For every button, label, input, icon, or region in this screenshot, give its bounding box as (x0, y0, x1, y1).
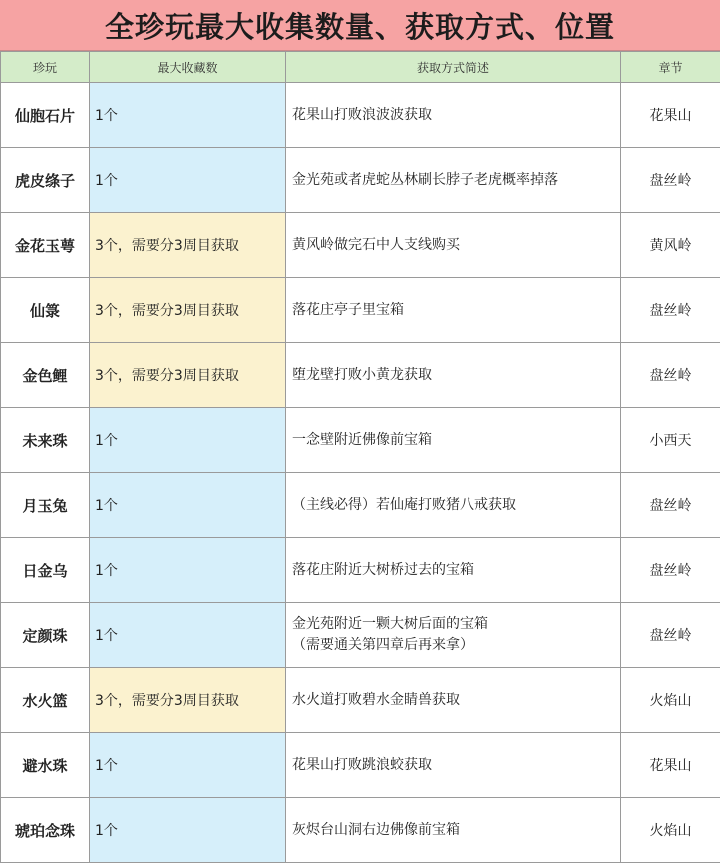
item-name: 日金乌 (1, 538, 90, 603)
item-name: 未来珠 (1, 408, 90, 473)
max-count: 3个，需要分3周目获取 (90, 343, 286, 408)
header-row (1, 52, 720, 83)
method-text: 堕龙壁打败小黄龙获取 (292, 365, 620, 386)
table-row (1, 213, 720, 278)
table-row (1, 473, 720, 538)
table-row (1, 733, 720, 798)
method-text: 黄风岭做完石中人支线购买 (292, 235, 620, 256)
max-count: 1个 (90, 473, 286, 538)
item-name: 月玉兔 (1, 473, 90, 538)
acquire-method (286, 603, 621, 668)
item-name: 金花玉萼 (1, 213, 90, 278)
chapter: 花果山 (621, 733, 720, 798)
chapter: 盘丝岭 (621, 278, 720, 343)
acquire-method (286, 278, 621, 343)
item-name: 避水珠 (1, 733, 90, 798)
table-row (1, 603, 720, 668)
item-name: 金色鲤 (1, 343, 90, 408)
method-text: 落花庄附近大树桥过去的宝箱 (292, 560, 620, 581)
method-text: （主线必得）若仙庵打败猪八戒获取 (292, 495, 620, 516)
acquire-method (286, 83, 621, 148)
collectibles-table (0, 51, 720, 863)
item-name: 琥珀念珠 (1, 798, 90, 863)
method-text: 花果山打败浪波波获取 (292, 105, 620, 126)
chapter: 盘丝岭 (621, 473, 720, 538)
chapter: 小西天 (621, 408, 720, 473)
table-row (1, 668, 720, 733)
method-text: 灰烬台山洞右边佛像前宝箱 (292, 820, 620, 841)
acquire-method (286, 798, 621, 863)
max-count: 1个 (90, 798, 286, 863)
acquire-method (286, 668, 621, 733)
method-note: （需要通关第四章后再来拿） (292, 635, 620, 656)
table-row (1, 148, 720, 213)
max-count: 1个 (90, 603, 286, 668)
item-name: 定颜珠 (1, 603, 90, 668)
max-count: 3个，需要分3周目获取 (90, 278, 286, 343)
table-row (1, 83, 720, 148)
max-count: 1个 (90, 83, 286, 148)
acquire-method (286, 408, 621, 473)
table-row (1, 408, 720, 473)
item-name: 仙胞石片 (1, 83, 90, 148)
chapter: 火焰山 (621, 668, 720, 733)
table-row (1, 278, 720, 343)
method-text: 落花庄亭子里宝箱 (292, 300, 620, 321)
method-text: 水火道打败碧水金睛兽获取 (292, 690, 620, 711)
acquire-method (286, 213, 621, 278)
chapter: 黄风岭 (621, 213, 720, 278)
chapter: 盘丝岭 (621, 538, 720, 603)
header-chapter: 章节 (621, 52, 720, 83)
method-text: 金光苑附近一颗大树后面的宝箱 (292, 614, 620, 635)
page-title: 全珍玩最大收集数量、获取方式、位置 (0, 0, 720, 51)
max-count: 1个 (90, 408, 286, 473)
header-method: 获取方式简述 (286, 52, 621, 83)
chapter: 盘丝岭 (621, 603, 720, 668)
method-text: 金光苑或者虎蛇丛林刷长脖子老虎概率掉落 (292, 170, 620, 191)
max-count: 1个 (90, 733, 286, 798)
chapter: 盘丝岭 (621, 343, 720, 408)
table-row (1, 538, 720, 603)
table-row (1, 798, 720, 863)
method-text: 一念壁附近佛像前宝箱 (292, 430, 620, 451)
acquire-method (286, 148, 621, 213)
max-count: 3个，需要分3周目获取 (90, 668, 286, 733)
header-max: 最大收藏数 (90, 52, 286, 83)
item-name: 仙箓 (1, 278, 90, 343)
chapter: 盘丝岭 (621, 148, 720, 213)
max-count: 1个 (90, 538, 286, 603)
acquire-method (286, 343, 621, 408)
item-name: 虎皮绦子 (1, 148, 90, 213)
chapter: 火焰山 (621, 798, 720, 863)
header-item: 珍玩 (1, 52, 90, 83)
table-row (1, 343, 720, 408)
acquire-method (286, 733, 621, 798)
chapter: 花果山 (621, 83, 720, 148)
acquire-method (286, 473, 621, 538)
max-count: 1个 (90, 148, 286, 213)
acquire-method (286, 538, 621, 603)
item-name: 水火篮 (1, 668, 90, 733)
max-count: 3个，需要分3周目获取 (90, 213, 286, 278)
method-text: 花果山打败跳浪蛟获取 (292, 755, 620, 776)
